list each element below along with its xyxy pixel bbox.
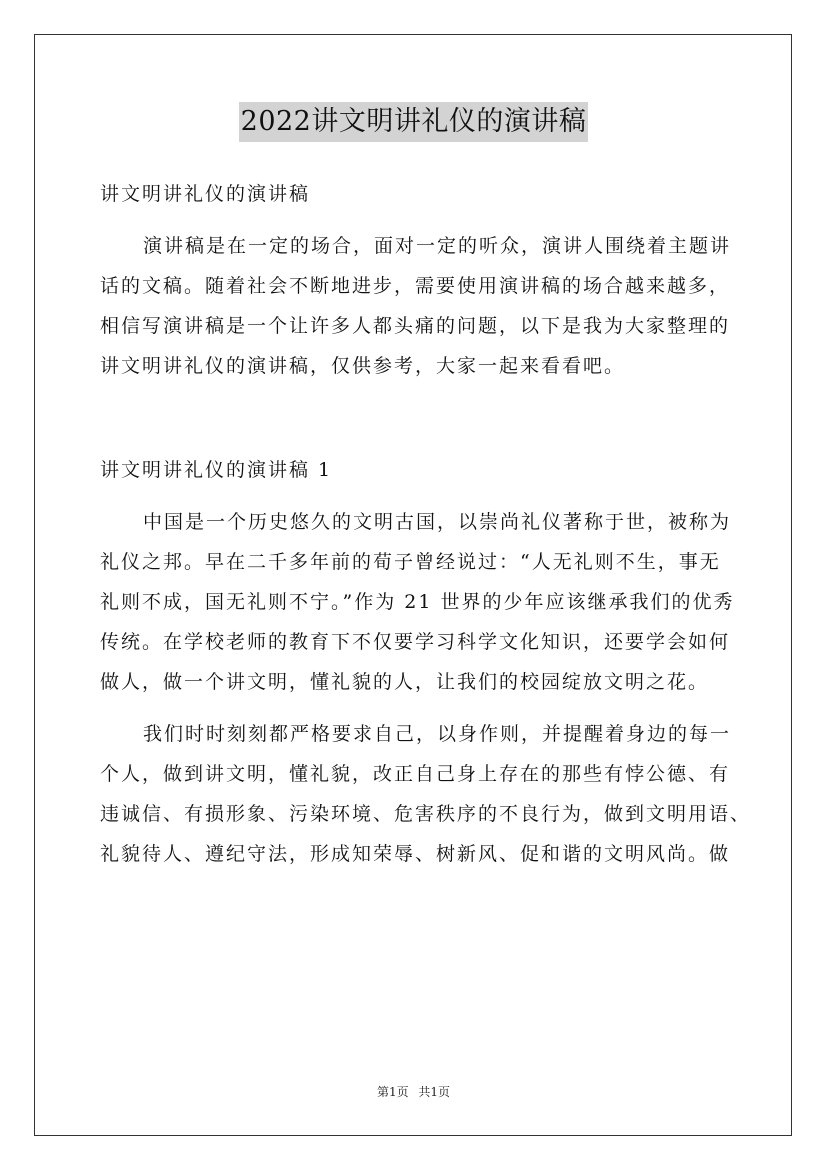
paragraph-line: 演讲稿是在一定的场合，面对一定的听众，演讲人围绕着主题讲: [143, 235, 732, 257]
paragraph-line: 违诚信、有损形象、污染环境、危害秩序的不良行为，做到文明用语、: [100, 803, 752, 825]
page-number-label: 第1页: [376, 1085, 409, 1099]
paragraph-line: 中国是一个历史悠久的文明古国，以崇尚礼仪著称于世，被称为: [143, 511, 732, 533]
paragraph-line: 个人，做到讲文明，懂礼貌，改正自己身上存在的那些有悖公德、有: [100, 763, 731, 785]
page-footer: [0, 1082, 827, 1102]
paragraph: [100, 502, 740, 702]
paragraph: [100, 226, 740, 386]
section-heading: 讲文明讲礼仪的演讲稿: [100, 183, 311, 205]
paragraph-line: 做人，做一个讲文明，懂礼貌的人，让我们的校园绽放文明之花。: [100, 671, 710, 693]
total-pages-label: 共1页: [418, 1085, 451, 1099]
spacer: [100, 490, 740, 502]
document-title: 2022讲文明讲礼仪的演讲稿: [239, 102, 589, 142]
paragraph: [100, 714, 752, 874]
title-container: [0, 102, 827, 142]
spacer: [100, 386, 740, 450]
paragraph-line: 话的文稿。随着社会不断地进步，需要使用演讲稿的场合越来越多，: [100, 275, 731, 297]
paragraph-line: 我们时时刻刻都严格要求自己，以身作则，并提醒着身边的每一: [143, 723, 732, 745]
section-heading: 讲文明讲礼仪的演讲稿 1: [100, 459, 333, 481]
paragraph-line: 礼貌待人、遵纪守法，形成知荣辱、树新风、促和谐的文明风尚。做: [100, 843, 731, 865]
spacer: [100, 214, 740, 226]
document-body: [100, 174, 752, 874]
paragraph-line: 传统。在学校老师的教育下不仅要学习科学文化知识，还要学会如何: [100, 631, 731, 653]
spacer: [100, 702, 740, 714]
paragraph-line: 礼仪之邦。早在二千多年前的荀子曾经说过：“人无礼则不生，事无: [100, 551, 721, 573]
paragraph-line: 相信写演讲稿是一个让许多人都头痛的问题，以下是我为大家整理的: [100, 315, 731, 337]
paragraph-line: 礼则不成，国无礼则不宁。”作为 21 世界的少年应该继承我们的优秀: [100, 591, 735, 613]
paragraph-line: 讲文明讲礼仪的演讲稿，仅供参考，大家一起来看看吧。: [100, 355, 626, 377]
